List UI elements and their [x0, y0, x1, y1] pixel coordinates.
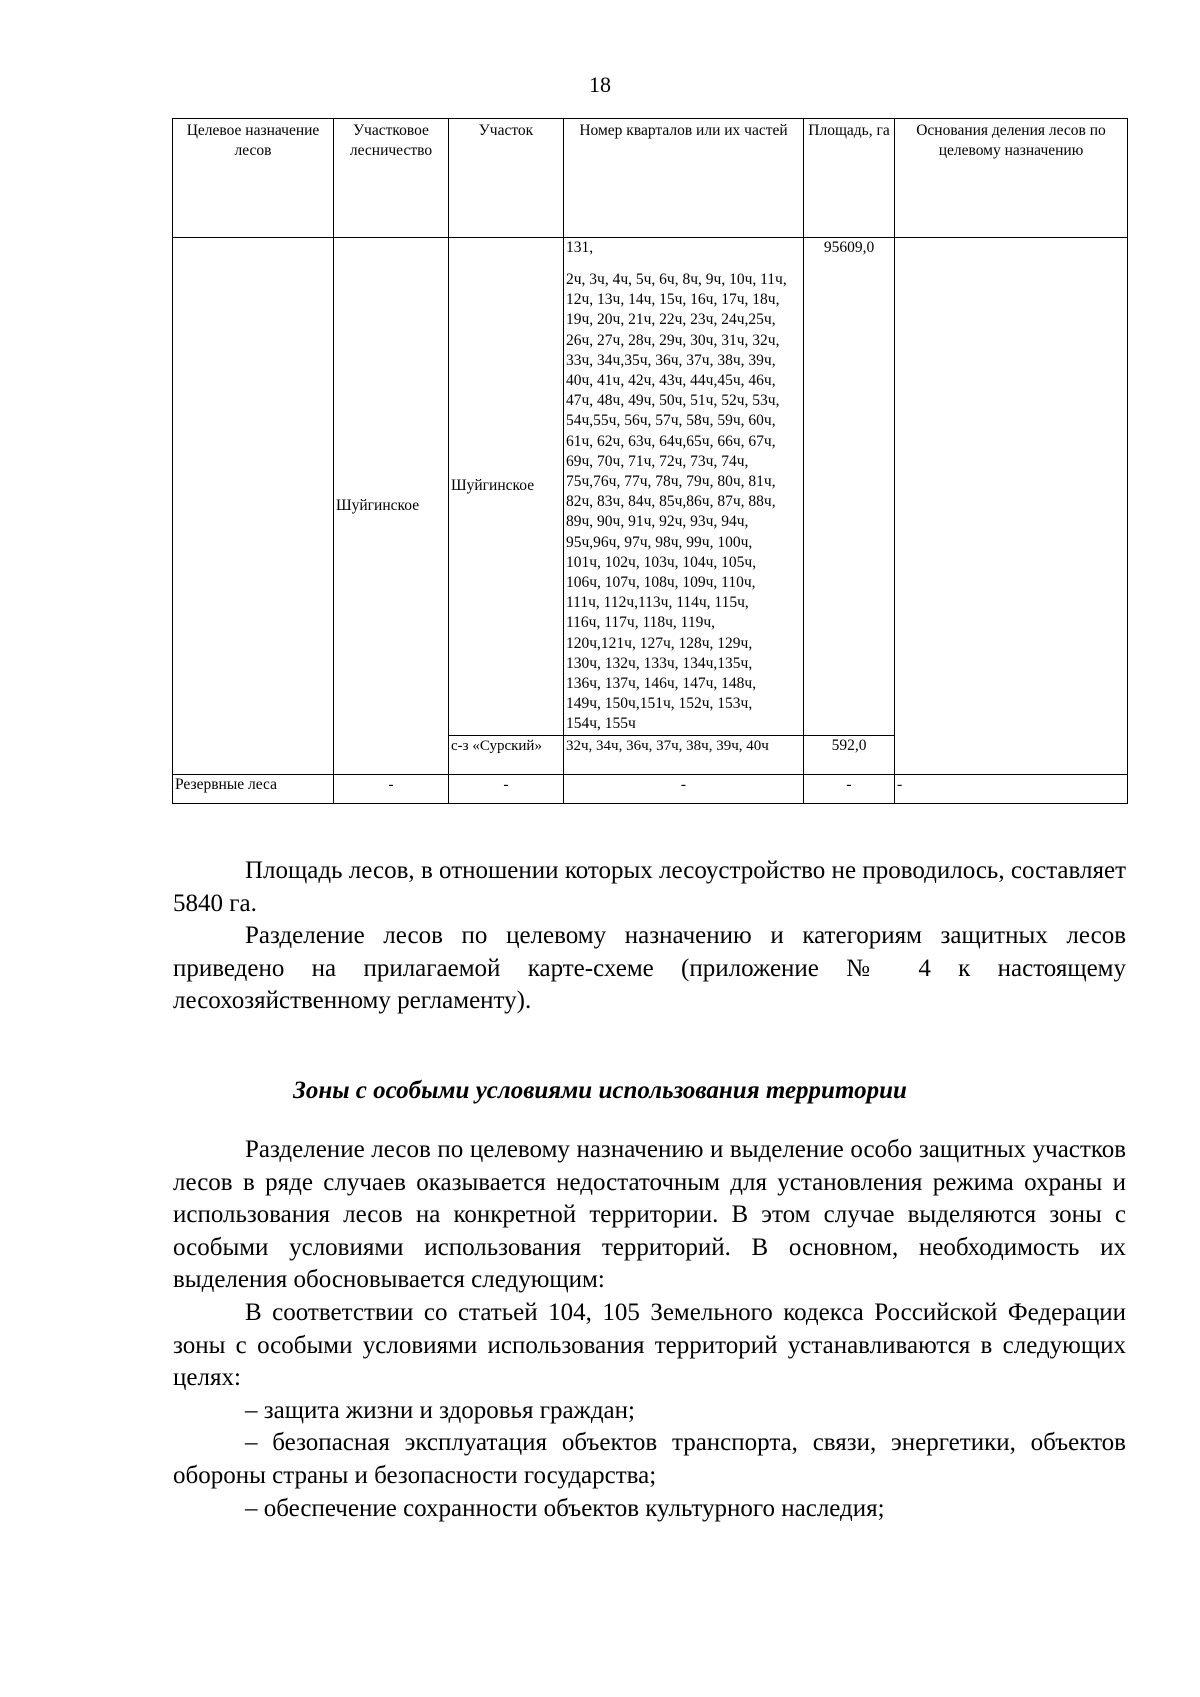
table-row — [173, 774, 1128, 803]
quarters-cell: 32ч, 34ч, 36ч, 37ч, 38ч, 39ч, 40ч — [564, 735, 804, 774]
header-section: Участок — [449, 119, 564, 238]
forest-purpose-table — [172, 118, 1128, 804]
header-purpose: Целевое назначение лесов — [173, 119, 334, 238]
district-cell: - — [334, 774, 449, 803]
quarters-cell: - — [564, 774, 804, 803]
purpose-cell-empty — [173, 238, 334, 775]
section-cell: - — [449, 774, 564, 803]
quarters-list: 2ч, 3ч, 4ч, 5ч, 6ч, 8ч, 9ч, 10ч, 11ч, 12ч, 13ч, 14ч, 15ч, 16ч, 17ч, 18ч, 19ч, 20ч, 21ч, 22ч, 23ч, 24ч,25ч, 26ч, 27ч, 28ч, 29ч, 30ч, 31ч, 32ч, 33ч, 34ч,35ч, 36ч, 37ч, 38ч, 39ч, 40ч, 41ч, 42ч, 43ч, 44ч,45ч, 46ч, 47ч, 48ч, 49ч, 50ч, 51ч, 52ч, 53ч, 54ч,55ч, 56ч, 57ч, 58ч, 59ч, 60ч, 61ч, 62ч, 63ч, 64ч,65ч, 66ч, 67ч, 69ч, 70ч, 71ч, 72ч, 73ч, 74ч, 75ч,76ч, 77ч, 78ч, 79ч, 80ч, 81ч, 82ч, 83ч, 84ч, 85ч,86ч, 87ч, 88ч, 89ч, 90ч, 91ч, 92ч, 93ч, 94ч, 95ч,96ч, 97ч, 98ч, 99ч, 100ч, 101ч, 102ч, 103ч, 104ч, 105ч, 106ч, 107ч, 108ч, 109ч, 110ч, 111ч, 112ч,113ч, 114ч, 115ч, 116ч, 117ч, 118ч, 119ч, 120ч,121ч, 127ч, 128ч, 129ч, 130ч, 132ч, 133ч, 134ч,135ч, 136ч, 137ч, 146ч, 147ч, 148ч, 149ч, 150ч,151ч, 152ч, 153ч, 154ч, 155ч — [566, 271, 787, 733]
section-cell: Шуйгинское — [449, 238, 564, 736]
list-item: – обеспечение сохранности объектов культурного наследия; — [245, 1494, 885, 1522]
paragraph-land-code: В соответствии со статьей 104, 105 Земельного кодекса Российской Федерации зоны с особыми условиями использования территорий устанавливаются в следующих целях: — [173, 1298, 1126, 1392]
header-quarters: Номер кварталов или их частей — [564, 119, 804, 238]
paragraph-zones: Разделение лесов по целевому назначению и выделение особо защитных участков лесов в ряде случаев оказывается недостаточным для установления режима охраны и использования лесов на конкретной территории. В этом случае выделяются зоны с особыми условиями использования территорий. В основном, необходимость их выделения обосновывается следующим: — [173, 1136, 1126, 1294]
basis-cell: - — [895, 774, 1128, 803]
text-block-1 — [173, 855, 1126, 1018]
list-item: – безопасная эксплуатация объектов транспорта, связи, энергетики, объектов обороны страны и безопасности государства; — [173, 1429, 1126, 1489]
area-cell: 592,0 — [804, 735, 895, 774]
header-district: Участковое лесничество — [334, 119, 449, 238]
paragraph-map: Разделение лесов по целевому назначению и категориям защитных лесов приведено на прилагаемой карте-схеме (приложение № 4 к настоящему лесохозяйственному регламенту). — [173, 922, 1126, 1015]
paragraph-area: Площадь лесов, в отношении которых лесоустройство не проводилось, составляет 5840 га. — [173, 857, 1126, 917]
list-item: – защита жизни и здоровья граждан; — [245, 1396, 635, 1424]
district-cell: Шуйгинское — [334, 238, 449, 775]
table-header-row — [173, 119, 1128, 238]
quarters-cell — [564, 238, 804, 736]
header-area: Площадь, га — [804, 119, 895, 238]
section-cell: с-з «Сурский» — [449, 735, 564, 774]
text-block-2 — [173, 1134, 1126, 1525]
section-heading: Зоны с особыми условиями использования территории — [293, 1077, 907, 1104]
basis-cell-empty — [895, 238, 1128, 775]
area-cell: - — [804, 774, 895, 803]
page-number: 18 — [589, 72, 611, 97]
purpose-cell: Резервные леса — [173, 774, 334, 803]
quarters-first: 131, — [566, 239, 594, 256]
header-basis: Основания деления лесов по целевому назначению — [895, 119, 1128, 238]
area-cell: 95609,0 — [804, 238, 895, 736]
table-row — [173, 238, 1128, 736]
